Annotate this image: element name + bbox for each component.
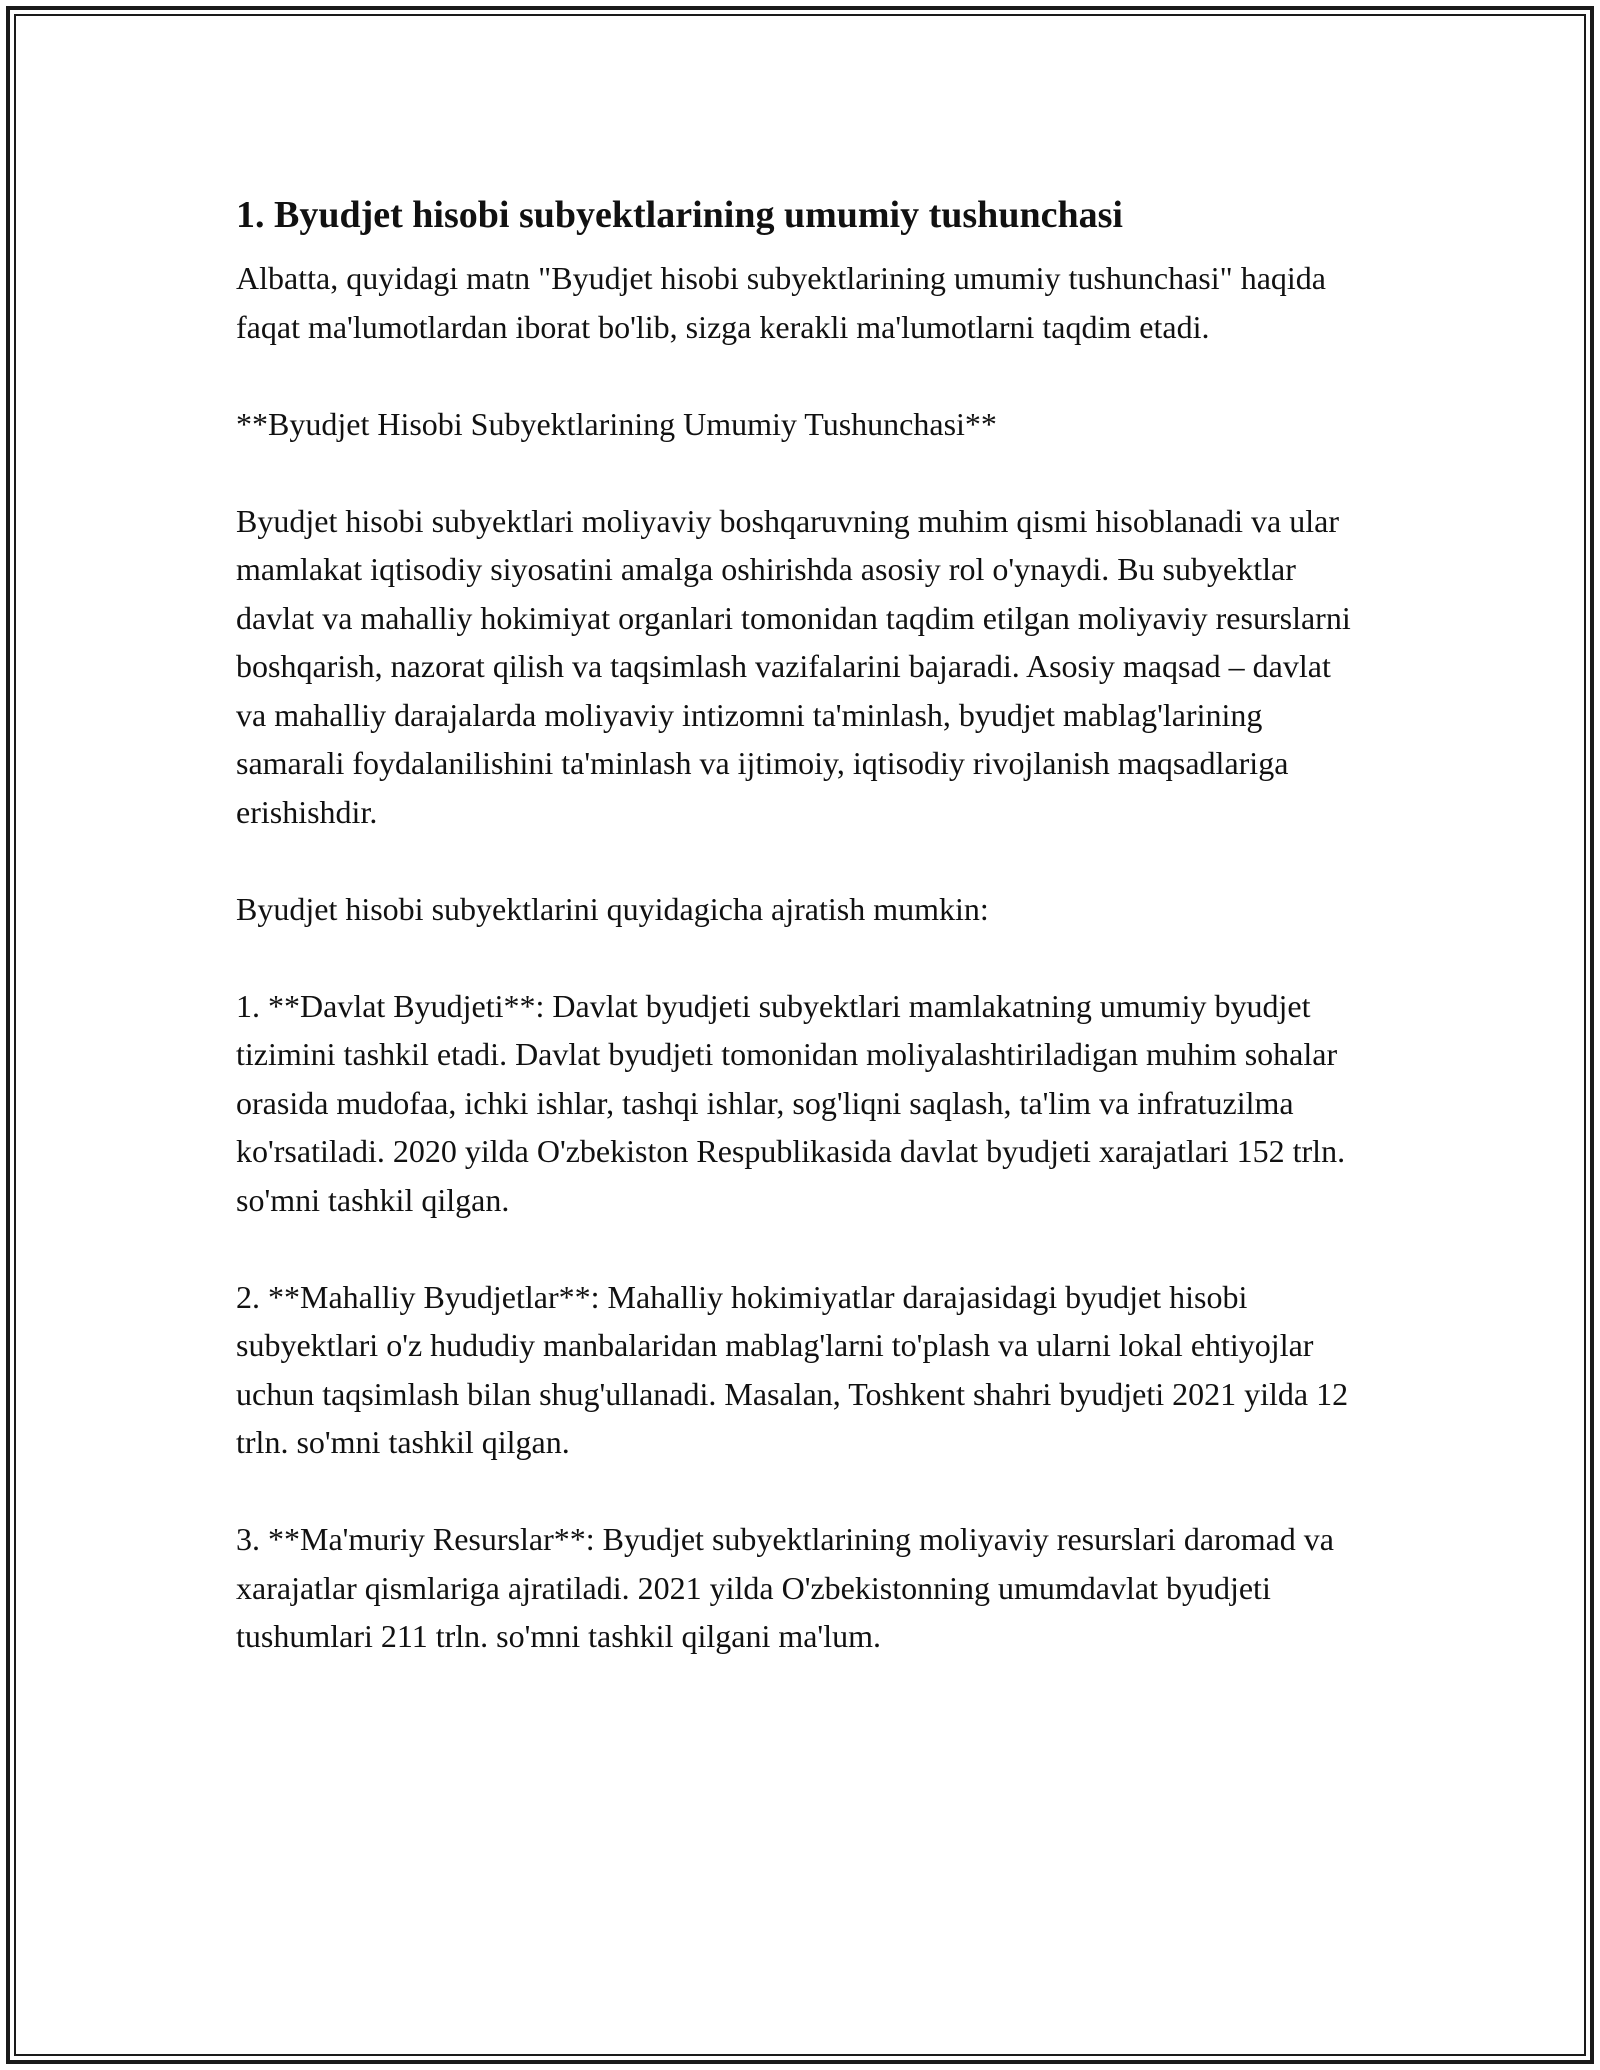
subtitle-paragraph: **Byudjet Hisobi Subyektlarining Umumiy Tushunchasi** bbox=[236, 405, 997, 442]
list-item-local-budgets: 2. **Mahalliy Byudjetlar**: Mahalliy hokimiyatlar darajasidagi byudjet hisobi subyektlari o'z hududiy manbalaridan mablag'larni to'plash va ularni lokal ehtiyojlar uchun taqsimlash bilan shug'ullanadi. Masalan, Toshkent shahri byudjeti 2021 yilda 12 trln. so'mni tashkil qilgan. bbox=[236, 1278, 1349, 1460]
list-item-state-budget: 1. **Davlat Byudjeti**: Davlat byudjeti subyektlari mamlakatning umumiy byudjet tizimini tashkil etadi. Davlat byudjeti tomonidan moliyalashtiriladigan muhim sohalar orasida mudofaa, ichki ishlar, tashqi ishlar, sog'liqni saqlash, ta'lim va infratuzilma ko'rsatiladi. 2020 yilda O'zbekiston Respublikasida davlat byudjeti xarajatlari 152 trln. so'mni tashkil qilgan. bbox=[236, 987, 1346, 1218]
list-item-administrative-resources: 3. **Ma'muriy Resurslar**: Byudjet subyektlarining moliyaviy resurslari daromad va xarajatlar qismlariga ajratiladi. 2021 yilda O'zbekistonning umumdavlat byudjeti tushumlari 211 trln. so'mni tashkil qilgani ma'lum. bbox=[236, 1521, 1334, 1654]
intro-paragraph: Albatta, quyidagi matn "Byudjet hisobi subyektlarining umumiy tushunchasi" haqida faqat ma'lumotlardan iborat bo'lib, sizga kerakli ma'lumotlarni taqdim etadi. bbox=[236, 260, 1326, 345]
classification-intro: Byudjet hisobi subyektlarini quyidagicha ajratish mumkin: bbox=[236, 890, 989, 927]
document-body bbox=[236, 186, 1366, 1661]
section-heading: 1. Byudjet hisobi subyektlarining umumiy tushunchasi bbox=[236, 194, 1123, 236]
definition-paragraph: Byudjet hisobi subyektlari moliyaviy boshqaruvning muhim qismi hisoblanadi va ular mamlakat iqtisodiy siyosatini amalga oshirishda asosiy rol o'ynaydi. Bu subyektlar davlat va mahalliy hokimiyat organlari tomonidan taqdim etilgan moliyaviy resurslarni boshqarish, nazorat qilish va taqsimlash vazifalarini bajaradi. Asosiy maqsad – davlat va mahalliy darajalarda moliyaviy intizomni ta'minlash, byudjet mablag'larining samarali foydalanilishini ta'minlash va ijtimoiy, iqtisodiy rivojlanish maqsadlariga erishishdir. bbox=[236, 502, 1351, 830]
